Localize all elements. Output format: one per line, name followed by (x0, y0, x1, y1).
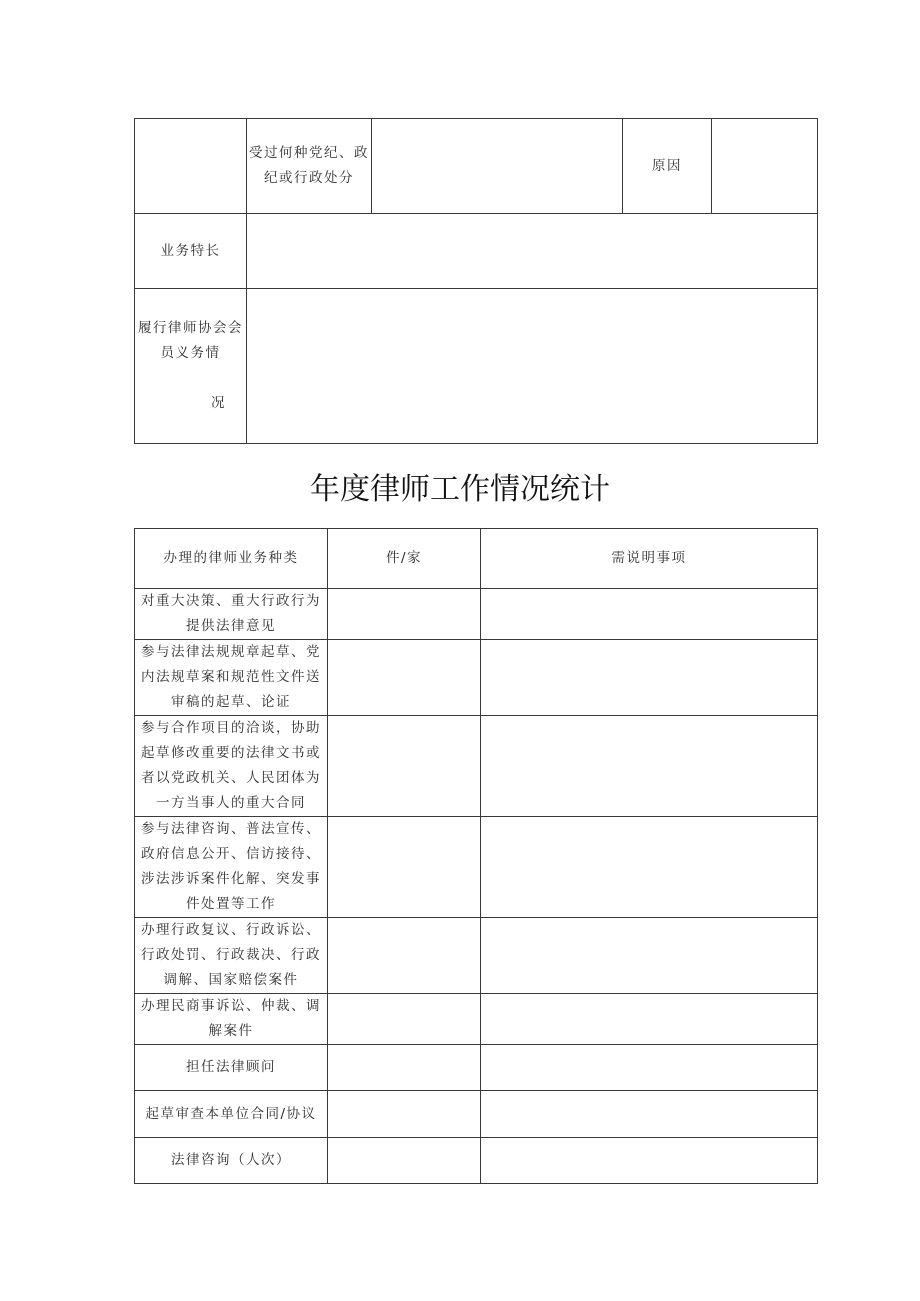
stats-title: 年度律师工作情况统计 (310, 472, 610, 507)
table-row (135, 1091, 818, 1138)
row-count-field[interactable] (328, 1138, 481, 1184)
table-row (135, 1045, 818, 1091)
row-notes-field[interactable] (481, 817, 818, 918)
row-notes-field[interactable] (481, 1045, 818, 1091)
table-header-row (135, 529, 818, 589)
row-notes-field[interactable] (481, 716, 818, 817)
row-category: 对重大决策、重大行政行为 提供法律意见 (135, 589, 328, 640)
obligation-label-tail: 况 (211, 395, 226, 411)
reason-label: 原因 (623, 119, 712, 214)
table-row (135, 640, 818, 716)
obligation-value-field[interactable] (247, 289, 818, 444)
blank-header-cell (135, 119, 247, 214)
table-row (135, 918, 818, 994)
row-category: 担任法律顾问 (135, 1045, 328, 1091)
row-notes-field[interactable] (481, 589, 818, 640)
table-row (135, 994, 818, 1045)
row-notes-field[interactable] (481, 640, 818, 716)
row-category: 法律咨询（人次） (135, 1138, 328, 1184)
row-category: 办理行政复议、行政诉讼、 行政处罚、行政裁决、行政 调解、国家赔偿案件 (135, 918, 328, 994)
row-category: 参与法律法规规章起草、党 内法规草案和规范性文件送 审稿的起草、论证 (135, 640, 328, 716)
obligation-label-main: 履行律师协会会 员义务情 (138, 320, 243, 361)
reason-value-field[interactable] (712, 119, 818, 214)
row-count-field[interactable] (328, 640, 481, 716)
header-category: 办理的律师业务种类 (135, 529, 328, 589)
lawyer-stats-table (134, 528, 818, 1184)
row-count-field[interactable] (328, 1045, 481, 1091)
table-row (135, 589, 818, 640)
punishment-value-field[interactable] (372, 119, 623, 214)
header-count: 件/家 (328, 529, 481, 589)
row-category: 参与法律咨询、普法宣传、 政府信息公开、信访接待、 涉法涉诉案件化解、突发事 件处置等工作 (135, 817, 328, 918)
table-row (135, 1138, 818, 1184)
header-notes: 需说明事项 (481, 529, 818, 589)
row-notes-field[interactable] (481, 1091, 818, 1138)
table-row (135, 817, 818, 918)
obligation-label (135, 289, 247, 444)
punishment-label: 受过何种党纪、政 纪或行政处分 (247, 119, 372, 214)
row-category: 办理民商事诉讼、仲裁、调 解案件 (135, 994, 328, 1045)
row-count-field[interactable] (328, 918, 481, 994)
row-category: 起草审查本单位合同/协议 (135, 1091, 328, 1138)
specialty-label: 业务特长 (135, 214, 247, 289)
row-category: 参与合作项目的洽谈，协助 起草修改重要的法律文书或 者以党政机关、人民团体为 一方当事人的重大合同 (135, 716, 328, 817)
row-count-field[interactable] (328, 994, 481, 1045)
row-count-field[interactable] (328, 1091, 481, 1138)
row-notes-field[interactable] (481, 1138, 818, 1184)
row-count-field[interactable] (328, 716, 481, 817)
row-count-field[interactable] (328, 817, 481, 918)
specialty-value-field[interactable] (247, 214, 818, 289)
row-count-field[interactable] (328, 589, 481, 640)
member-info-table (134, 118, 818, 444)
table-row (135, 716, 818, 817)
row-notes-field[interactable] (481, 918, 818, 994)
row-notes-field[interactable] (481, 994, 818, 1045)
